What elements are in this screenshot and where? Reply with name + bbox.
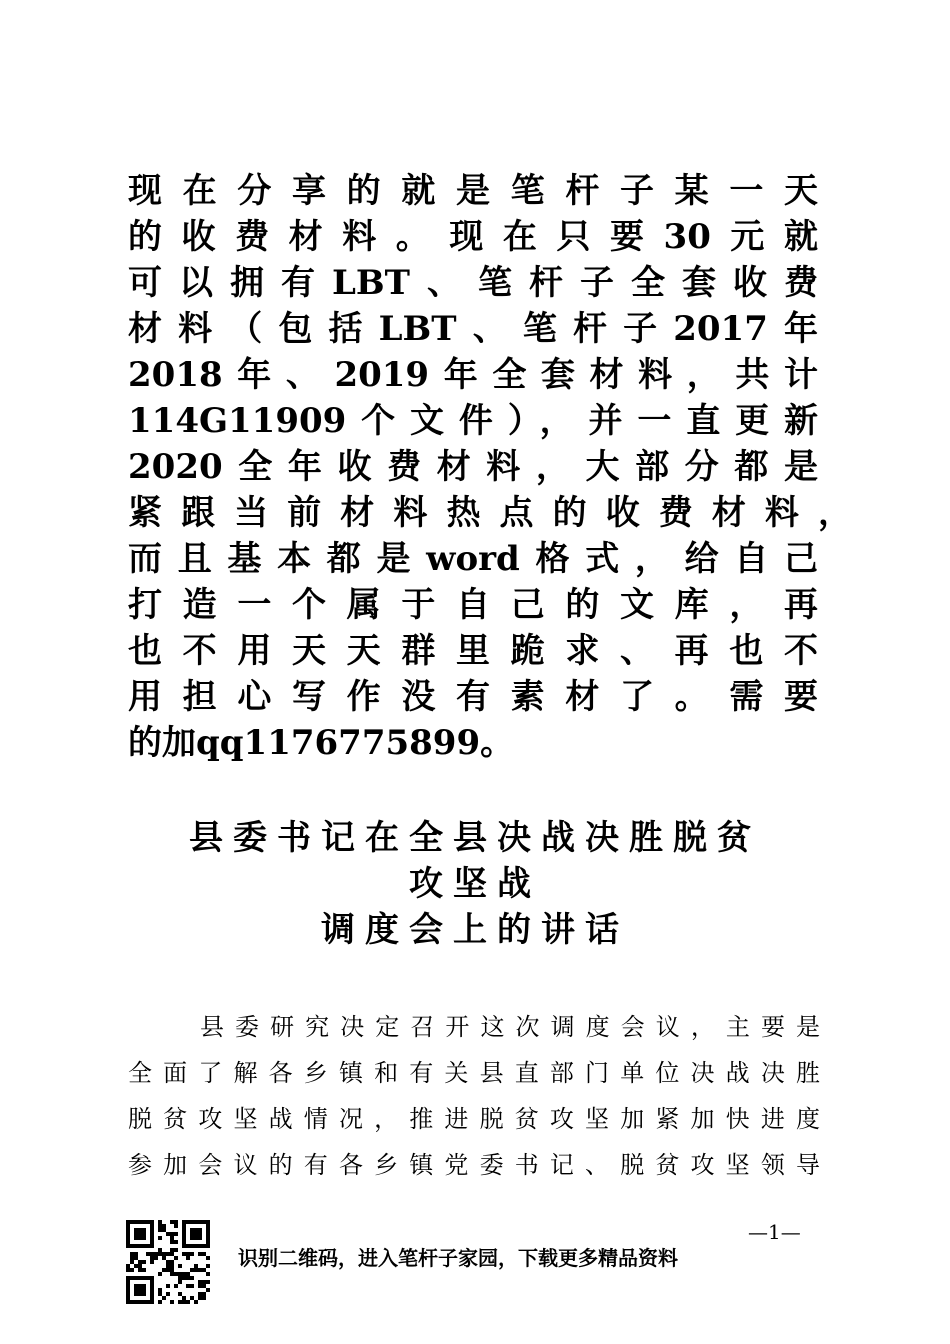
promo-line: 紧跟当前材料热点的收费材料， [128, 493, 852, 533]
promo-paragraph [128, 168, 852, 766]
promo-line: 的收费材料。现在只要30元就 [128, 217, 818, 257]
promo-line: 现在分享的就是笔杆子某一天 [128, 171, 818, 211]
body-line: 参加会议的有各乡镇党委书记、脱贫攻坚领导 [128, 1151, 820, 1179]
promo-line: 而且基本都是word格式，给自己 [128, 539, 818, 579]
promo-line: 2020全年收费材料，大部分都是 [128, 447, 818, 487]
page-footer [0, 1200, 950, 1344]
promo-line: 可以拥有LBT、笔杆子全套收费 [128, 263, 818, 303]
title-line: 调度会上的讲话 [321, 910, 629, 950]
promo-line: 也不用天天群里跪求、再也不 [128, 631, 818, 671]
footer-text: 识别二维码，进入笔杆子家园，下载更多精品资料 [238, 1246, 678, 1270]
body-line: 脱贫攻坚战情况，推进脱贫攻坚加紧加快进度 [128, 1105, 820, 1133]
page-number: —1— [748, 1220, 801, 1244]
promo-line: 材料（包括LBT、笔杆子2017年 [128, 309, 818, 349]
speech-title [0, 815, 950, 953]
promo-line: 打造一个属于自己的文库，再 [128, 585, 818, 625]
promo-line: 2018年、2019年全套材料，共计 [128, 355, 818, 395]
body-line: 全面了解各乡镇和有关县直部门单位决战决胜 [128, 1059, 820, 1087]
body-line: 县委研究决定召开这次调度会议，主要是 [200, 1013, 820, 1041]
qr-code-icon[interactable] [126, 1220, 210, 1304]
promo-line: 114G11909个文件），并一直更新 [128, 401, 818, 441]
speech-body [128, 1004, 820, 1188]
promo-line: 的加qq1176775899。 [128, 723, 515, 763]
title-line: 县委书记在全县决战决胜脱贫 [189, 818, 761, 858]
promo-line: 用担心写作没有素材了。需要 [128, 677, 818, 717]
title-line: 攻坚战 [409, 864, 541, 904]
